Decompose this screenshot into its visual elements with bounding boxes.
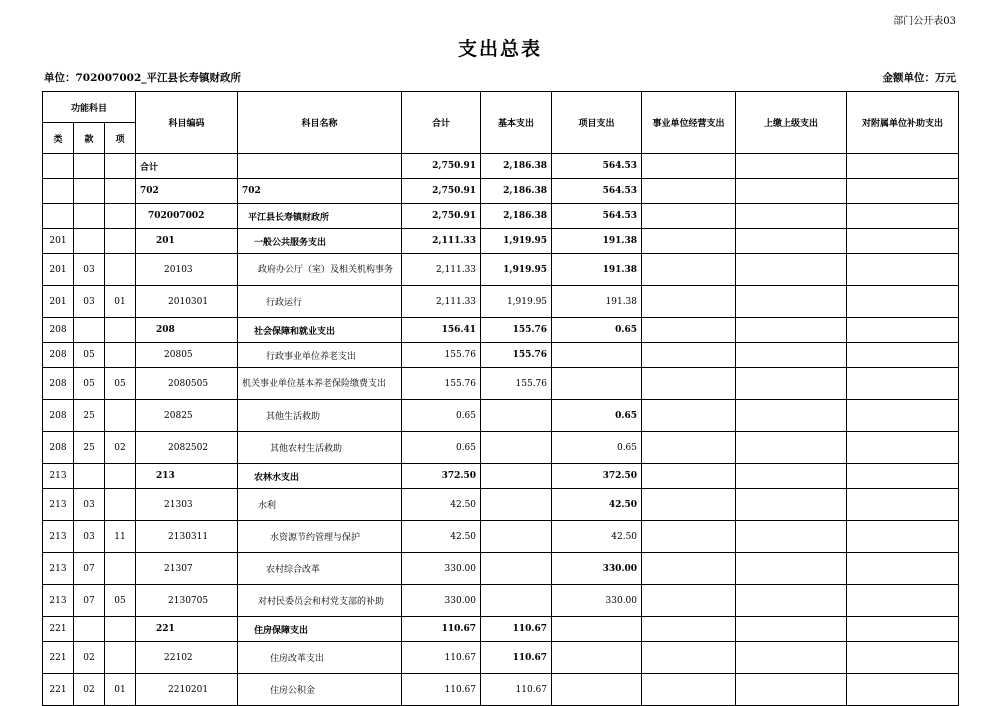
cell-subsidy bbox=[847, 674, 959, 706]
table-row bbox=[43, 432, 959, 464]
header-lei: 类 bbox=[43, 123, 74, 154]
cell-kuan bbox=[74, 154, 105, 179]
table-row bbox=[43, 154, 959, 179]
cell-xiang bbox=[105, 154, 136, 179]
cell-upper bbox=[736, 521, 847, 553]
cell-project: 42.50 bbox=[552, 521, 642, 553]
cell-upper bbox=[736, 489, 847, 521]
cell-subsidy bbox=[847, 585, 959, 617]
cell-lei: 213 bbox=[43, 585, 74, 617]
cell-project: 0.65 bbox=[552, 400, 642, 432]
cell-kuan: 05 bbox=[74, 343, 105, 368]
cell-project: 564.53 bbox=[552, 154, 642, 179]
header-biz: 事业单位经营支出 bbox=[642, 92, 736, 154]
cell-subsidy bbox=[847, 553, 959, 585]
cell-name: 水利 bbox=[238, 489, 402, 521]
cell-subsidy bbox=[847, 489, 959, 521]
cell-code: 2130705 bbox=[136, 585, 238, 617]
cell-subsidy bbox=[847, 254, 959, 286]
cell-biz bbox=[642, 674, 736, 706]
cell-biz bbox=[642, 318, 736, 343]
cell-biz bbox=[642, 286, 736, 318]
cell-basic: 110.67 bbox=[481, 674, 552, 706]
unit-label: 单位：702007002_平江县长寿镇财政所 bbox=[44, 72, 242, 84]
cell-name: 其他生活救助 bbox=[238, 400, 402, 432]
cell-name: 农林水支出 bbox=[238, 464, 402, 489]
cell-biz bbox=[642, 464, 736, 489]
cell-total: 2,750.91 bbox=[402, 179, 481, 204]
cell-xiang bbox=[105, 464, 136, 489]
cell-lei bbox=[43, 204, 74, 229]
cell-basic: 1,919.95 bbox=[481, 229, 552, 254]
cell-subsidy bbox=[847, 400, 959, 432]
cell-xiang: 11 bbox=[105, 521, 136, 553]
cell-upper bbox=[736, 464, 847, 489]
cell-name: 住房公积金 bbox=[238, 674, 402, 706]
cell-xiang bbox=[105, 553, 136, 585]
cell-name: 农村综合改革 bbox=[238, 553, 402, 585]
cell-total: 42.50 bbox=[402, 489, 481, 521]
cell-subsidy bbox=[847, 179, 959, 204]
cell-upper bbox=[736, 318, 847, 343]
cell-lei: 208 bbox=[43, 343, 74, 368]
table-row bbox=[43, 400, 959, 432]
cell-name: 机关事业单位基本养老保险缴费支出 bbox=[238, 368, 402, 400]
cell-lei: 208 bbox=[43, 368, 74, 400]
cell-project bbox=[552, 642, 642, 674]
cell-name: 政府办公厅（室）及相关机构事务 bbox=[238, 254, 402, 286]
cell-kuan bbox=[74, 464, 105, 489]
cell-total: 372.50 bbox=[402, 464, 481, 489]
cell-xiang bbox=[105, 229, 136, 254]
cell-subsidy bbox=[847, 229, 959, 254]
cell-subsidy bbox=[847, 464, 959, 489]
cell-basic: 2,186.38 bbox=[481, 154, 552, 179]
header-kuan: 款 bbox=[74, 123, 105, 154]
cell-name: 住房改革支出 bbox=[238, 642, 402, 674]
cell-project: 372.50 bbox=[552, 464, 642, 489]
cell-lei: 201 bbox=[43, 229, 74, 254]
cell-project: 191.38 bbox=[552, 229, 642, 254]
cell-basic: 155.76 bbox=[481, 318, 552, 343]
cell-code: 22102 bbox=[136, 642, 238, 674]
cell-upper bbox=[736, 674, 847, 706]
cell-basic: 110.67 bbox=[481, 642, 552, 674]
cell-basic bbox=[481, 464, 552, 489]
cell-xiang bbox=[105, 400, 136, 432]
amount-unit-label: 金额单位：万元 bbox=[882, 72, 956, 84]
cell-kuan bbox=[74, 617, 105, 642]
cell-kuan: 25 bbox=[74, 400, 105, 432]
cell-basic: 2,186.38 bbox=[481, 179, 552, 204]
header-basic: 基本支出 bbox=[481, 92, 552, 154]
cell-basic: 1,919.95 bbox=[481, 286, 552, 318]
cell-total: 0.65 bbox=[402, 432, 481, 464]
report-number-label: 部门公开表03 bbox=[893, 16, 956, 27]
cell-total: 2,750.91 bbox=[402, 204, 481, 229]
table-row bbox=[43, 318, 959, 343]
cell-lei: 221 bbox=[43, 642, 74, 674]
cell-basic: 110.67 bbox=[481, 617, 552, 642]
header-total: 合计 bbox=[402, 92, 481, 154]
cell-lei: 213 bbox=[43, 464, 74, 489]
cell-code: 合计 bbox=[136, 154, 238, 179]
cell-code: 20825 bbox=[136, 400, 238, 432]
cell-biz bbox=[642, 521, 736, 553]
cell-kuan: 03 bbox=[74, 286, 105, 318]
page-title: 支出总表 bbox=[457, 38, 542, 60]
cell-name: 行政运行 bbox=[238, 286, 402, 318]
cell-name: 702 bbox=[238, 179, 402, 204]
cell-upper bbox=[736, 286, 847, 318]
cell-kuan: 02 bbox=[74, 642, 105, 674]
cell-name bbox=[238, 154, 402, 179]
cell-code: 702 bbox=[136, 179, 238, 204]
cell-xiang bbox=[105, 204, 136, 229]
table-row bbox=[43, 368, 959, 400]
cell-lei: 221 bbox=[43, 674, 74, 706]
cell-code: 213 bbox=[136, 464, 238, 489]
cell-kuan: 02 bbox=[74, 674, 105, 706]
cell-upper bbox=[736, 154, 847, 179]
cell-biz bbox=[642, 489, 736, 521]
cell-biz bbox=[642, 368, 736, 400]
cell-lei bbox=[43, 179, 74, 204]
cell-xiang: 05 bbox=[105, 368, 136, 400]
cell-biz bbox=[642, 585, 736, 617]
table-row bbox=[43, 343, 959, 368]
header-name: 科目名称 bbox=[238, 92, 402, 154]
cell-code: 2080505 bbox=[136, 368, 238, 400]
cell-total: 155.76 bbox=[402, 343, 481, 368]
cell-code: 221 bbox=[136, 617, 238, 642]
cell-xiang bbox=[105, 179, 136, 204]
cell-upper bbox=[736, 368, 847, 400]
cell-name: 水资源节约管理与保护 bbox=[238, 521, 402, 553]
cell-basic bbox=[481, 489, 552, 521]
cell-code: 208 bbox=[136, 318, 238, 343]
cell-name: 平江县长寿镇财政所 bbox=[238, 204, 402, 229]
cell-biz bbox=[642, 553, 736, 585]
cell-upper bbox=[736, 432, 847, 464]
cell-xiang bbox=[105, 642, 136, 674]
cell-total: 156.41 bbox=[402, 318, 481, 343]
cell-subsidy bbox=[847, 154, 959, 179]
cell-project bbox=[552, 368, 642, 400]
cell-code: 2010301 bbox=[136, 286, 238, 318]
cell-project bbox=[552, 343, 642, 368]
cell-biz bbox=[642, 400, 736, 432]
cell-total: 155.76 bbox=[402, 368, 481, 400]
cell-upper bbox=[736, 229, 847, 254]
cell-code: 20805 bbox=[136, 343, 238, 368]
cell-code: 20103 bbox=[136, 254, 238, 286]
cell-basic: 155.76 bbox=[481, 368, 552, 400]
cell-kuan: 25 bbox=[74, 432, 105, 464]
cell-total: 2,111.33 bbox=[402, 229, 481, 254]
cell-project: 191.38 bbox=[552, 254, 642, 286]
cell-subsidy bbox=[847, 343, 959, 368]
table-row bbox=[43, 204, 959, 229]
cell-lei: 221 bbox=[43, 617, 74, 642]
cell-project: 0.65 bbox=[552, 318, 642, 343]
cell-total: 2,750.91 bbox=[402, 154, 481, 179]
cell-code: 2210201 bbox=[136, 674, 238, 706]
header-subsidy: 对附属单位补助支出 bbox=[847, 92, 959, 154]
cell-code: 201 bbox=[136, 229, 238, 254]
cell-total: 0.65 bbox=[402, 400, 481, 432]
cell-biz bbox=[642, 154, 736, 179]
cell-total: 330.00 bbox=[402, 553, 481, 585]
cell-project: 0.65 bbox=[552, 432, 642, 464]
cell-xiang bbox=[105, 489, 136, 521]
cell-code: 21303 bbox=[136, 489, 238, 521]
cell-basic bbox=[481, 553, 552, 585]
cell-lei: 208 bbox=[43, 400, 74, 432]
header-project: 项目支出 bbox=[552, 92, 642, 154]
cell-code: 2082502 bbox=[136, 432, 238, 464]
table-row bbox=[43, 229, 959, 254]
cell-lei: 213 bbox=[43, 553, 74, 585]
cell-lei: 208 bbox=[43, 432, 74, 464]
cell-name: 其他农村生活救助 bbox=[238, 432, 402, 464]
cell-basic: 1,919.95 bbox=[481, 254, 552, 286]
cell-code: 2130311 bbox=[136, 521, 238, 553]
cell-name: 住房保障支出 bbox=[238, 617, 402, 642]
cell-biz bbox=[642, 254, 736, 286]
cell-subsidy bbox=[847, 286, 959, 318]
cell-total: 110.67 bbox=[402, 617, 481, 642]
cell-xiang: 01 bbox=[105, 674, 136, 706]
cell-upper bbox=[736, 585, 847, 617]
header-xiang: 项 bbox=[105, 123, 136, 154]
cell-total: 110.67 bbox=[402, 642, 481, 674]
cell-code: 702007002 bbox=[136, 204, 238, 229]
cell-project: 564.53 bbox=[552, 179, 642, 204]
cell-upper bbox=[736, 254, 847, 286]
cell-kuan bbox=[74, 229, 105, 254]
cell-project: 330.00 bbox=[552, 553, 642, 585]
cell-lei: 213 bbox=[43, 489, 74, 521]
cell-name: 对村民委员会和村党支部的补助 bbox=[238, 585, 402, 617]
cell-lei: 201 bbox=[43, 254, 74, 286]
cell-basic bbox=[481, 521, 552, 553]
cell-basic bbox=[481, 585, 552, 617]
cell-subsidy bbox=[847, 642, 959, 674]
cell-lei bbox=[43, 154, 74, 179]
cell-basic: 155.76 bbox=[481, 343, 552, 368]
cell-lei: 213 bbox=[43, 521, 74, 553]
cell-total: 110.67 bbox=[402, 674, 481, 706]
cell-kuan: 03 bbox=[74, 254, 105, 286]
expenditure-table bbox=[42, 91, 959, 706]
cell-basic bbox=[481, 400, 552, 432]
cell-biz bbox=[642, 642, 736, 674]
cell-name: 行政事业单位养老支出 bbox=[238, 343, 402, 368]
cell-kuan: 07 bbox=[74, 585, 105, 617]
cell-basic: 2,186.38 bbox=[481, 204, 552, 229]
cell-upper bbox=[736, 400, 847, 432]
cell-upper bbox=[736, 642, 847, 674]
cell-subsidy bbox=[847, 617, 959, 642]
table-row bbox=[43, 286, 959, 318]
cell-upper bbox=[736, 179, 847, 204]
table-row bbox=[43, 254, 959, 286]
cell-xiang bbox=[105, 617, 136, 642]
cell-kuan: 05 bbox=[74, 368, 105, 400]
table-row bbox=[43, 617, 959, 642]
cell-kuan: 07 bbox=[74, 553, 105, 585]
cell-lei: 201 bbox=[43, 286, 74, 318]
cell-xiang bbox=[105, 318, 136, 343]
cell-project bbox=[552, 674, 642, 706]
cell-code: 21307 bbox=[136, 553, 238, 585]
cell-biz bbox=[642, 204, 736, 229]
cell-subsidy bbox=[847, 368, 959, 400]
cell-project: 191.38 bbox=[552, 286, 642, 318]
table-row bbox=[43, 553, 959, 585]
cell-project: 564.53 bbox=[552, 204, 642, 229]
cell-biz bbox=[642, 343, 736, 368]
cell-subsidy bbox=[847, 204, 959, 229]
table-row bbox=[43, 521, 959, 553]
cell-xiang: 01 bbox=[105, 286, 136, 318]
cell-lei: 208 bbox=[43, 318, 74, 343]
cell-name: 一般公共服务支出 bbox=[238, 229, 402, 254]
table-row bbox=[43, 489, 959, 521]
cell-biz bbox=[642, 179, 736, 204]
header-upper: 上缴上级支出 bbox=[736, 92, 847, 154]
cell-upper bbox=[736, 553, 847, 585]
cell-project: 330.00 bbox=[552, 585, 642, 617]
cell-subsidy bbox=[847, 521, 959, 553]
cell-subsidy bbox=[847, 432, 959, 464]
cell-upper bbox=[736, 204, 847, 229]
header-code: 科目编码 bbox=[136, 92, 238, 154]
cell-project: 42.50 bbox=[552, 489, 642, 521]
cell-biz bbox=[642, 432, 736, 464]
cell-project bbox=[552, 617, 642, 642]
cell-biz bbox=[642, 229, 736, 254]
cell-xiang bbox=[105, 254, 136, 286]
cell-basic bbox=[481, 432, 552, 464]
cell-total: 2,111.33 bbox=[402, 254, 481, 286]
cell-kuan bbox=[74, 204, 105, 229]
table-row bbox=[43, 585, 959, 617]
table-row bbox=[43, 674, 959, 706]
cell-kuan: 03 bbox=[74, 521, 105, 553]
cell-xiang: 05 bbox=[105, 585, 136, 617]
cell-upper bbox=[736, 617, 847, 642]
header-func-subject: 功能科目 bbox=[43, 92, 136, 123]
cell-total: 330.00 bbox=[402, 585, 481, 617]
table-row bbox=[43, 642, 959, 674]
table-row bbox=[43, 179, 959, 204]
cell-total: 2,111.33 bbox=[402, 286, 481, 318]
cell-subsidy bbox=[847, 318, 959, 343]
cell-upper bbox=[736, 343, 847, 368]
cell-total: 42.50 bbox=[402, 521, 481, 553]
cell-name: 社会保障和就业支出 bbox=[238, 318, 402, 343]
cell-kuan: 03 bbox=[74, 489, 105, 521]
table-row bbox=[43, 464, 959, 489]
cell-kuan bbox=[74, 318, 105, 343]
cell-biz bbox=[642, 617, 736, 642]
cell-xiang: 02 bbox=[105, 432, 136, 464]
cell-xiang bbox=[105, 343, 136, 368]
cell-kuan bbox=[74, 179, 105, 204]
